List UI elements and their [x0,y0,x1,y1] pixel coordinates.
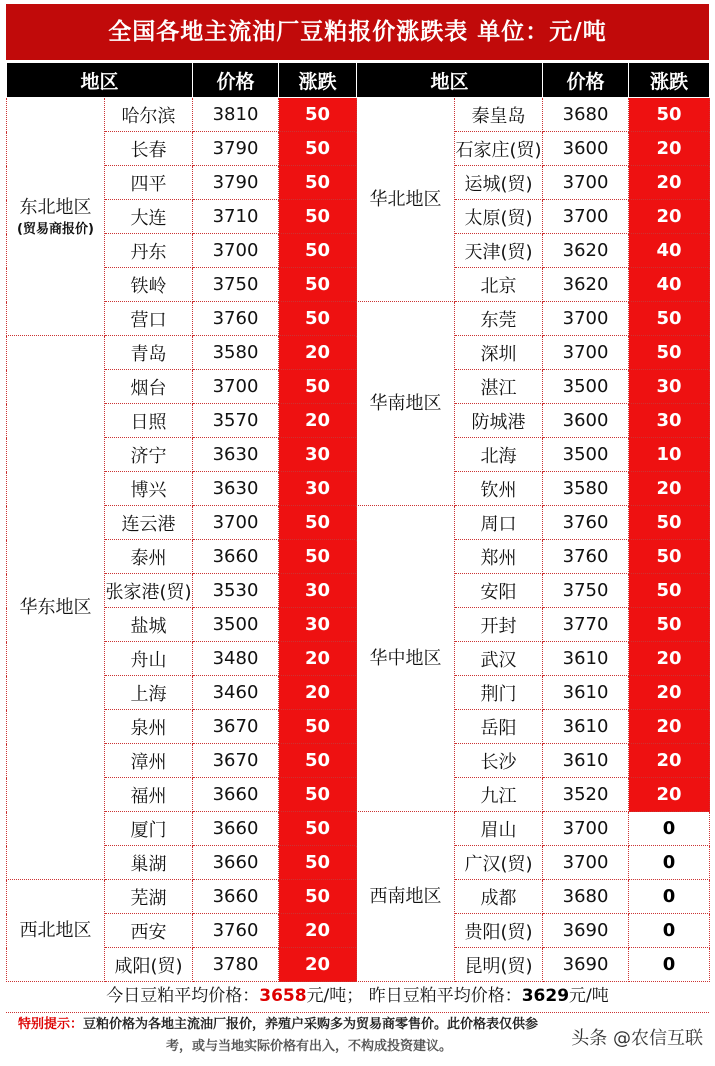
today-average-value: 3658 [259,986,307,1006]
price-value: 3620 [543,268,629,302]
region-name: 华东地区 [19,596,92,618]
change-value: 20 [629,676,710,710]
city-name: 北海 [455,438,543,472]
price-value: 3690 [543,948,629,982]
city-name: 芜湖 [105,880,193,914]
change-value: 20 [629,472,710,506]
change-value: 50 [629,608,710,642]
yesterday-average-unit: 元/吨 [569,986,609,1006]
header-left-change: 涨跌 [279,63,357,98]
price-value: 3580 [543,472,629,506]
city-name: 运城(贸) [455,166,543,200]
city-name: 贵阳(贸) [455,914,543,948]
price-value: 3760 [543,506,629,540]
city-name: 荆门 [455,676,543,710]
right-region-cell: 华中地区 [357,506,455,812]
right-region-cell: 华北地区 [357,98,455,302]
price-value: 3790 [193,132,279,166]
city-name: 广汉(贸) [455,846,543,880]
change-value: 50 [279,744,357,778]
city-name: 福州 [105,778,193,812]
price-value: 3810 [193,98,279,132]
city-name: 长沙 [455,744,543,778]
average-price-row [6,980,709,1013]
city-name: 北京 [455,268,543,302]
city-name: 营口 [105,302,193,336]
city-name: 太原(贸) [455,200,543,234]
city-name: 厦门 [105,812,193,846]
price-value: 3780 [193,948,279,982]
city-name: 日照 [105,404,193,438]
header-right-region: 地区 [357,63,543,98]
change-value: 0 [629,880,710,914]
left-region-cell [7,880,105,982]
city-name: 秦皇岛 [455,98,543,132]
city-name: 济宁 [105,438,193,472]
price-value: 3750 [193,268,279,302]
city-name: 九江 [455,778,543,812]
change-value: 50 [629,574,710,608]
change-value: 50 [279,778,357,812]
city-name: 长春 [105,132,193,166]
change-value: 50 [629,98,710,132]
price-value: 3690 [543,914,629,948]
price-value: 3610 [543,710,629,744]
city-name: 西安 [105,914,193,948]
table-row [7,98,710,132]
change-value: 20 [279,336,357,370]
city-name: 开封 [455,608,543,642]
price-value: 3700 [543,812,629,846]
change-value: 40 [629,234,710,268]
price-value: 3570 [193,404,279,438]
price-value: 3700 [543,166,629,200]
change-value: 30 [279,574,357,608]
city-name: 盐城 [105,608,193,642]
city-name: 丹东 [105,234,193,268]
watermark: 头条 @农信互联 [571,1024,703,1050]
city-name: 钦州 [455,472,543,506]
city-name: 四平 [105,166,193,200]
city-name: 郑州 [455,540,543,574]
price-value: 3620 [543,234,629,268]
price-table [6,62,710,982]
change-value: 30 [629,370,710,404]
change-value: 30 [629,404,710,438]
today-average-label: 今日豆粕平均价格： [106,986,260,1006]
change-value: 20 [279,676,357,710]
change-value: 50 [279,166,357,200]
price-value: 3660 [193,846,279,880]
change-value: 50 [279,506,357,540]
price-value: 3600 [543,132,629,166]
change-value: 30 [279,472,357,506]
price-value: 3460 [193,676,279,710]
price-value: 3660 [193,880,279,914]
change-value: 30 [279,608,357,642]
price-value: 3610 [543,676,629,710]
city-name: 岳阳 [455,710,543,744]
city-name: 眉山 [455,812,543,846]
price-value: 3660 [193,778,279,812]
price-value: 3530 [193,574,279,608]
price-value: 3660 [193,540,279,574]
table-row [7,812,710,846]
price-value: 3770 [543,608,629,642]
page-title: 全国各地主流油厂豆粕报价涨跌表 单位：元/吨 [6,4,709,60]
price-value: 3610 [543,642,629,676]
change-value: 50 [279,880,357,914]
city-name: 大连 [105,200,193,234]
change-value: 20 [279,948,357,982]
region-name: 东北地区 [19,196,92,218]
header-left-region: 地区 [7,63,193,98]
change-value: 50 [279,370,357,404]
right-region-cell: 西南地区 [357,812,455,982]
price-value: 3700 [193,234,279,268]
change-value: 20 [279,642,357,676]
price-value: 3700 [193,370,279,404]
city-name: 湛江 [455,370,543,404]
note-label: 特别提示： [18,1017,84,1032]
yesterday-average-label: 昨日豆粕平均价格： [368,986,522,1006]
note-line-1: 豆粕价格为各地主流油厂报价，养殖户采购多为贸易商零售价。此价格表仅供参 [83,1017,539,1032]
change-value: 20 [629,200,710,234]
city-name: 博兴 [105,472,193,506]
change-value: 20 [629,166,710,200]
city-name: 巢湖 [105,846,193,880]
city-name: 烟台 [105,370,193,404]
right-region-cell: 华南地区 [357,302,455,506]
city-name: 哈尔滨 [105,98,193,132]
price-value: 3660 [193,812,279,846]
change-value: 50 [279,268,357,302]
change-value: 20 [629,642,710,676]
city-name: 周口 [455,506,543,540]
table-header-row [7,63,710,98]
change-value: 50 [279,234,357,268]
price-value: 3790 [193,166,279,200]
change-value: 50 [629,302,710,336]
table-row [7,506,710,540]
table-row [7,302,710,336]
change-value: 50 [279,710,357,744]
change-value: 20 [629,710,710,744]
price-value: 3610 [543,744,629,778]
header-right-price: 价格 [543,63,629,98]
city-name: 深圳 [455,336,543,370]
price-value: 3600 [543,404,629,438]
change-value: 20 [279,914,357,948]
price-value: 3580 [193,336,279,370]
city-name: 青岛 [105,336,193,370]
price-value: 3760 [193,302,279,336]
price-value: 3750 [543,574,629,608]
price-value: 3670 [193,710,279,744]
city-name: 泉州 [105,710,193,744]
price-value: 3680 [543,880,629,914]
change-value: 50 [629,506,710,540]
today-average-unit: 元/吨； [306,986,364,1006]
change-value: 10 [629,438,710,472]
change-value: 50 [279,540,357,574]
city-name: 安阳 [455,574,543,608]
city-name: 漳州 [105,744,193,778]
change-value: 50 [279,812,357,846]
header-left-price: 价格 [193,63,279,98]
city-name: 泰州 [105,540,193,574]
price-value: 3710 [193,200,279,234]
change-value: 50 [279,98,357,132]
change-value: 20 [629,778,710,812]
left-region-cell [7,336,105,880]
change-value: 40 [629,268,710,302]
city-name: 上海 [105,676,193,710]
city-name: 舟山 [105,642,193,676]
city-name: 石家庄(贸) [455,132,543,166]
change-value: 50 [279,200,357,234]
price-value: 3760 [193,914,279,948]
change-value: 50 [279,132,357,166]
change-value: 50 [279,846,357,880]
change-value: 20 [629,132,710,166]
price-value: 3700 [543,336,629,370]
city-name: 防城港 [455,404,543,438]
note-line-2: 考，或与当地实际价格有出入，不构成投资建议。 [166,1039,453,1054]
change-value: 30 [279,438,357,472]
price-value: 3520 [543,778,629,812]
change-value: 0 [629,846,710,880]
price-value: 3700 [543,200,629,234]
city-name: 连云港 [105,506,193,540]
region-subtitle: (贸易商报价) [17,221,94,237]
city-name: 张家港(贸) [105,574,193,608]
price-value: 3670 [193,744,279,778]
change-value: 20 [629,744,710,778]
price-value: 3630 [193,472,279,506]
price-value: 3500 [193,608,279,642]
header-right-change: 涨跌 [629,63,710,98]
city-name: 铁岭 [105,268,193,302]
price-value: 3700 [543,846,629,880]
price-value: 3700 [193,506,279,540]
city-name: 东莞 [455,302,543,336]
city-name: 成都 [455,880,543,914]
city-name: 武汉 [455,642,543,676]
region-name: 西北地区 [19,919,92,941]
change-value: 0 [629,812,710,846]
price-value: 3760 [543,540,629,574]
left-region-cell [7,98,105,336]
change-value: 0 [629,948,710,982]
city-name: 天津(贸) [455,234,543,268]
price-value: 3500 [543,438,629,472]
price-value: 3500 [543,370,629,404]
price-value: 3700 [543,302,629,336]
yesterday-average-value: 3629 [521,986,570,1006]
price-value: 3480 [193,642,279,676]
change-value: 50 [629,336,710,370]
city-name: 昆明(贸) [455,948,543,982]
change-value: 0 [629,914,710,948]
change-value: 50 [629,540,710,574]
change-value: 50 [279,302,357,336]
change-value: 20 [279,404,357,438]
city-name: 咸阳(贸) [105,948,193,982]
price-value: 3680 [543,98,629,132]
price-value: 3630 [193,438,279,472]
